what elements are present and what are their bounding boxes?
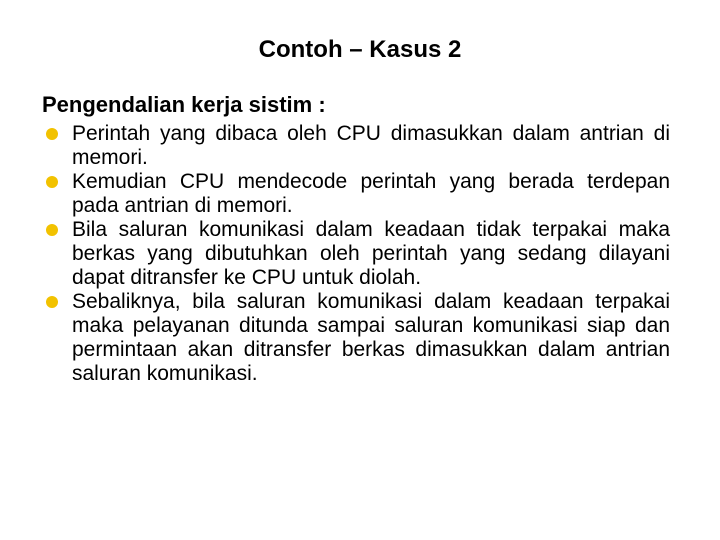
bullet-item <box>46 170 670 218</box>
bullet-item <box>46 290 670 386</box>
bullet-item <box>46 122 670 170</box>
slide-title: Contoh – Kasus 2 <box>258 36 462 63</box>
bullet-dot-icon <box>46 296 58 308</box>
section-heading: Pengendalian kerja sistim : <box>42 92 326 117</box>
bullet-dot-icon <box>46 128 58 140</box>
bullet-text: Kemudian CPU mendecode perintah yang berada terdepan pada antrian di memori. <box>72 170 670 217</box>
bullet-dot-icon <box>46 224 58 236</box>
bullet-dot-icon <box>46 176 58 188</box>
bullet-item <box>46 218 670 290</box>
bullet-text: Bila saluran komunikasi dalam keadaan tidak terpakai maka berkas yang dibutuhkan oleh perintah yang sedang dilayani dapat ditransfer ke CPU untuk diolah. <box>72 218 670 289</box>
bullet-text: Perintah yang dibaca oleh CPU dimasukkan dalam antrian di memori. <box>72 122 670 169</box>
bullet-text: Sebaliknya, bila saluran komunikasi dalam keadaan terpakai maka pelayanan ditunda sampai saluran komunikasi siap dan permintaan akan ditransfer berkas dimasukkan dalam antrian saluran komunikasi. <box>72 290 670 385</box>
bullet-list <box>46 122 670 386</box>
